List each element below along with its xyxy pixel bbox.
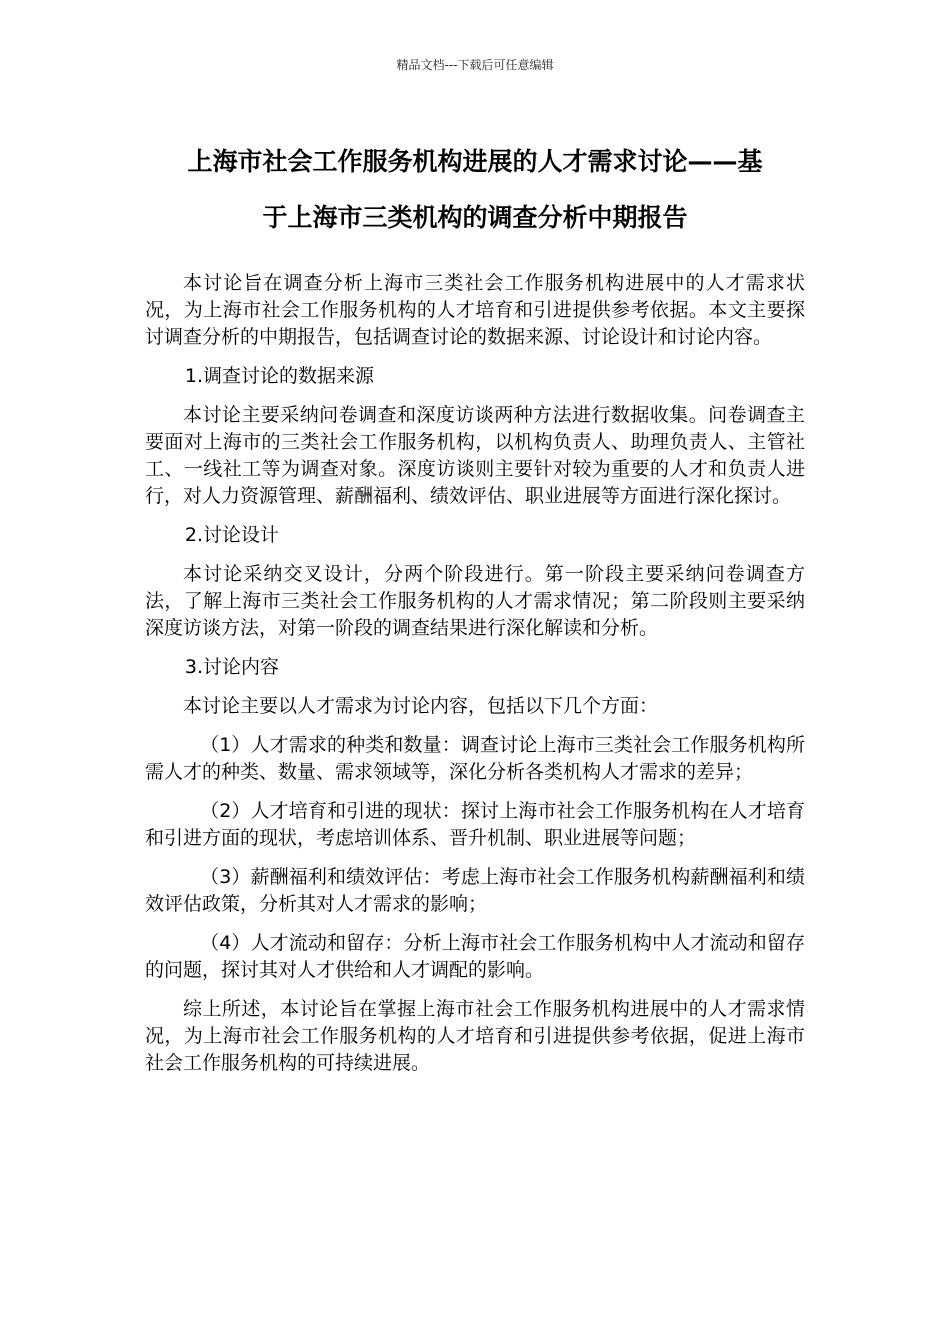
document-title	[140, 134, 810, 246]
list-item-3: （3）薪酬福利和绩效评估：考虑上海市社会工作服务机构薪酬福利和绩效评估政策，分析其对人才需求的影响；	[145, 866, 805, 915]
intro-paragraph: 本讨论旨在调查分析上海市三类社会工作服务机构进展中的人才需求状况，为上海市社会工作服务机构的人才培育和引进提供参考依据。本文主要探讨调查分析的中期报告，包括调查讨论的数据来源、讨论设计和讨论内容。	[145, 272, 805, 348]
section-1-heading: 1.调查讨论的数据来源	[184, 365, 375, 387]
section-2-heading: 2.讨论设计	[184, 524, 280, 546]
section-3-intro: 本讨论主要以人才需求为讨论内容，包括以下几个方面：	[183, 695, 659, 717]
section-2-paragraph: 本讨论采纳交叉设计，分两个阶段进行。第一阶段主要采纳问卷调查方法，了解上海市三类社会工作服务机构的人才需求情况；第二阶段则主要采纳深度访谈方法，对第一阶段的调查结果进行深化解读和分析。	[145, 563, 805, 639]
title-line-1: 上海市社会工作服务机构进展的人才需求讨论——基	[187, 147, 763, 176]
list-item-1: （1）人才需求的种类和数量：调查讨论上海市三类社会工作服务机构所需人才的种类、数量、需求领域等，深化分析各类机构人才需求的差异；	[145, 734, 805, 783]
section-1-paragraph: 本讨论主要采纳问卷调查和深度访谈两种方法进行数据收集。问卷调查主要面对上海市的三类社会工作服务机构，以机构负责人、助理负责人、主管社工、一线社工等为调查对象。深度访谈则主要针对较为重要的人才和负责人进行，对人力资源管理、薪酬福利、绩效评估、职业进展等方面进行深化探讨。	[145, 404, 805, 507]
document-body	[145, 270, 805, 1089]
list-item-2: （2）人才培育和引进的现状：探讨上海市社会工作服务机构在人才培育和引进方面的现状，考虑培训体系、晋升机制、职业进展等问题；	[145, 800, 805, 849]
section-3-heading: 3.讨论内容	[184, 656, 280, 678]
title-line-2: 于上海市三类机构的调查分析中期报告	[262, 203, 688, 232]
list-item-4: （4）人才流动和留存：分析上海市社会工作服务机构中人才流动和留存的问题，探讨其对人才供给和人才调配的影响。	[145, 932, 805, 981]
page-header: 精品文档---下载后可任意编辑	[396, 58, 554, 72]
conclusion-paragraph: 综上所述，本讨论旨在掌握上海市社会工作服务机构进展中的人才需求情况，为上海市社会工作服务机构的人才培育和引进提供参考依据，促进上海市社会工作服务机构的可持续进展。	[145, 998, 805, 1074]
